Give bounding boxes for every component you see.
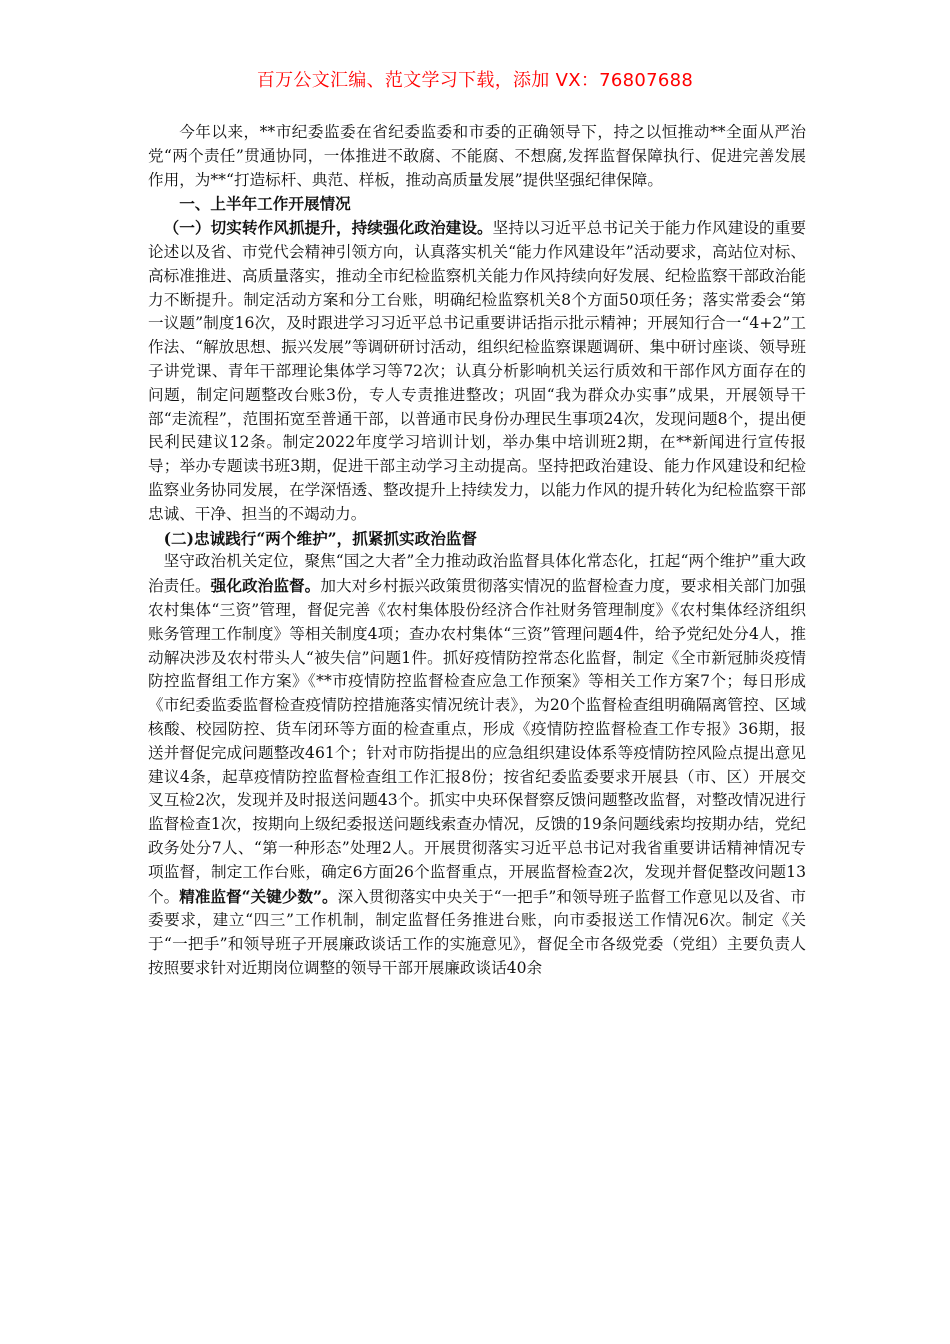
bold-lead-political-supervision: 强化政治监督。 bbox=[210, 576, 321, 596]
paragraph-section-2 bbox=[148, 550, 806, 980]
intro-paragraph: 今年以来，**市纪委监委在省纪委监委和市委的正确领导下，持之以恒推动**全面从严治党“两个责任”贯通协同，一体推进不敢腐、不能腐、不想腐,发挥监督保障执行、促进完善发展作用，为**“打造标杆、典范、样板，推动高质量发展”提供坚强纪律保障。 bbox=[148, 123, 806, 189]
paragraph-text: 深入贯彻落实中央关于“一把手”和领导班子监督工作意见以及省、市委要求，建立“四三”工作机制，制定监督任务推进台账，向市委报送工作情况6次。制定《关于“一把手”和领导班子开展廉政谈话工作的实施意见》，督促全市各级党委（党组）主要负责人按照要求针对近期岗位调整的领导干部开展廉政谈话40余 bbox=[148, 887, 806, 977]
paragraph-text: 坚守政治机关定位，聚焦“国之大者”全力推动政治监督具体化常态化，扛起“两个维护”重大政治责任。 bbox=[148, 552, 806, 596]
paragraph-section-1 bbox=[148, 216, 806, 526]
paragraph-text: 加大对乡村振兴政策贯彻落实情况的监督检查力度，要求相关部门加强农村集体“三资”管理，督促完善《农村集体股份经济合作社财务管理制度》《农村集体经济组织账务管理工作制度》等相关制度4项；查办农村集体“三资”管理问题4件，给予党纪处分4人，推动解决涉及农村带头人“被失信”问题1件。抓好疫情防控常态化监督，制定《全市新冠肺炎疫情防控监督组工作方案》《**市疫情防控监督检查应急工作预案》等相关工作方案7个；每日形成《市纪委监委监督检查疫情防控措施落实情况统计表》，为20个监督检查组明确隔离管控、区域核酸、校园防控、货车闭环等方面的检查重点，形成《疫情防控监督检查工作专报》36期，报送并督促完成问题整改461个；针对市防指提出的应急组织建设体系等疫情防控风险点提出意见建议4条，起草疫情防控监督检查组工作汇报8份；按省纪委监委要求开展县（市、区）开展交叉互检2次，发现并及时报送问题43个。抓实中央环保督察反馈问题整改监督，对整改情况进行监督检查1次，按期向上级纪委报送问题线索查办情况，反馈的19条问题线索均按期办结，党纪政务处分7人、“第一种形态”处理2人。开展贯彻落实习近平总书记对我省重要讲话精神情况专项监督，制定工作台账，确定6方面26个监督重点，开展监督检查2次，发现并督促整改问题13个。 bbox=[148, 577, 806, 906]
subsection-title-2: (二)忠诚践行“两个维护”，抓紧抓实政治监督 bbox=[163, 528, 477, 548]
subsection-title-1: （一）切实转作风抓提升，持续强化政治建设。 bbox=[163, 218, 493, 238]
bold-lead-key-minority: 精准监督“关键少数”。 bbox=[179, 886, 338, 906]
document-body bbox=[148, 121, 806, 981]
section-heading: 一、上半年工作开展情况 bbox=[179, 194, 351, 214]
watermark-banner: 百万公文汇编、范文学习下载，添加 VX：76807688 bbox=[256, 70, 694, 91]
paragraph-text: 坚持以习近平总书记关于能力作风建设的重要论述以及省、市党代会精神引领方向，认真落实机关“能力作风建设年”活动要求，高站位对标、高标准推进、高质量落实，推动全市纪检监察机关能力作风持续向好发展、纪检监察干部政治能力不断提升。制定活动方案和分工台账，明确纪检监察机关8个方面50项任务；落实常委会“第一议题”制度16次，及时跟进学习习近平总书记重要讲话指示批示精神；开展知行合一“4+2”工作法、“解放思想、振兴发展”等调研研讨活动，组织纪检监察课题调研、集中研讨座谈、领导班子讲党课、青年干部理论集体学习等72次；认真分析影响机关运行质效和干部作风方面存在的问题，制定问题整改台账3份，专人专责推进整改；巩固“我为群众办实事”成果，开展领导干部“走流程”，范围拓宽至普通干部，以普通市民身份办理民生事项24次，发现问题8个，提出便民利民建议12条。制定2022年度学习培训计划，举办集中培训班2期，在**新闻进行宣传报导；举办专题读书班3期，促进干部主动学习主动提高。坚持把政治建设、能力作风建设和纪检监察业务协同发展，在学深悟透、整改提升上持续发力，以能力作风的提升转化为纪检监察干部忠诚、干净、担当的不竭动力。 bbox=[148, 219, 806, 523]
